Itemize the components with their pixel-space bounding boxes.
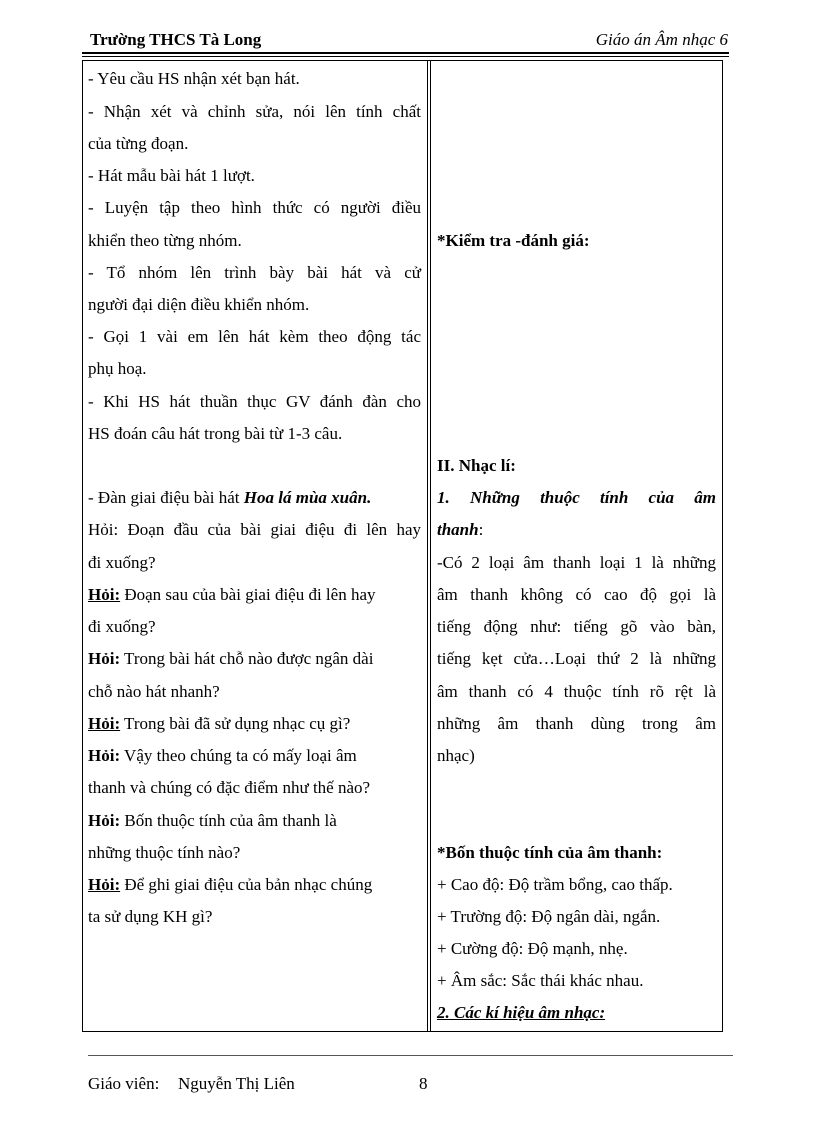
right-line <box>437 519 716 541</box>
right-line: -Có 2 loại âm thanh loại 1 là những <box>437 553 716 572</box>
left-line: - Nhận xét và chỉnh sửa, nói lên tính chất <box>88 102 421 121</box>
subsection-heading: 1. Những thuộc tính của âm <box>437 488 716 507</box>
right-line: nhạc) <box>437 746 475 765</box>
teacher-label: Giáo viên: <box>88 1074 160 1093</box>
left-line: chỗ nào hát nhanh? <box>88 682 220 701</box>
left-line: những thuộc tính nào? <box>88 843 241 862</box>
column-divider <box>430 60 431 1032</box>
right-line: âm thanh không có cao độ gọi là <box>437 585 716 604</box>
school-name: Trường THCS Tà Long <box>90 30 262 49</box>
question-label: Hỏi: <box>88 585 121 604</box>
left-text: Bốn thuộc tính của âm thanh là <box>120 811 337 830</box>
teacher-name: Nguyễn Thị Liên <box>178 1074 295 1093</box>
question-label: Hỏi: <box>88 746 121 765</box>
question-label: Hỏi: <box>88 714 121 733</box>
question-label: Hỏi: <box>88 875 121 894</box>
left-line: - Yêu cầu HS nhận xét bạn hát. <box>88 69 300 88</box>
header-rule-thin <box>82 56 729 57</box>
right-line: tiếng động như: tiếng gõ vào bàn, <box>437 617 716 636</box>
song-title: Hoa lá mùa xuân. <box>243 488 372 507</box>
left-line <box>88 584 421 606</box>
left-line <box>88 745 421 767</box>
left-text: Trong bài hát chỗ nào được ngân dài <box>120 649 374 668</box>
left-line: phụ hoạ. <box>88 359 147 378</box>
right-line: tiếng kẹt cửa…Loại thứ 2 là những <box>437 649 716 668</box>
right-line: âm thanh có 4 thuộc tính rõ rệt là <box>437 682 716 701</box>
property-item: + Trường độ: Độ ngân dài, ngắn. <box>437 907 661 926</box>
left-line: HS đoán câu hát trong bài từ 1-3 câu. <box>88 424 343 443</box>
property-item: + Âm sắc: Sắc thái khác nhau. <box>437 971 644 990</box>
property-item: + Cao độ: Độ trầm bổng, cao thấp. <box>437 875 673 894</box>
left-line: - Gọi 1 vài em lên hát kèm theo động tác <box>88 327 421 346</box>
page-header <box>82 28 728 52</box>
left-line: thanh và chúng có đặc điểm như thế nào? <box>88 778 371 797</box>
left-line <box>88 874 421 896</box>
left-text: - Đàn giai điệu bài hát <box>88 488 244 507</box>
properties-heading: *Bốn thuộc tính của âm thanh: <box>437 843 663 862</box>
left-line: đi xuống? <box>88 553 156 572</box>
left-text: Trong bài đã sử dụng nhạc cụ gì? <box>120 714 351 733</box>
column-divider <box>427 60 428 1032</box>
left-text: Đoạn sau của bài giai điệu đi lên hay <box>120 585 376 604</box>
left-line: Hỏi: Đoạn đầu của bài giai điệu đi lên hay <box>88 520 421 539</box>
page-number: 8 <box>419 1074 428 1093</box>
left-line: - Luyện tập theo hình thức có người điều <box>88 198 421 217</box>
left-line <box>88 487 421 509</box>
left-line: đi xuống? <box>88 617 156 636</box>
left-line: của từng đoạn. <box>88 134 189 153</box>
footer-rule <box>88 1055 733 1056</box>
section-heading: II. Nhạc lí: <box>437 456 516 475</box>
property-item: + Cường độ: Độ mạnh, nhẹ. <box>437 939 628 958</box>
left-line: - Tổ nhóm lên trình bày bài hát và cử <box>88 263 421 282</box>
left-text: Để ghi giai điệu của bản nhạc chúng <box>120 875 373 894</box>
right-text: : <box>478 520 484 539</box>
left-line: - Hát mẫu bài hát 1 lượt. <box>88 166 255 185</box>
subsection-heading: 2. Các kí hiệu âm nhạc: <box>437 1003 606 1022</box>
left-line <box>88 648 421 670</box>
left-line: ta sử dụng KH gì? <box>88 907 213 926</box>
left-line <box>88 713 421 735</box>
left-text: Vậy theo chúng ta có mấy loại âm <box>120 746 357 765</box>
assessment-heading: *Kiểm tra -đánh giá: <box>437 231 590 250</box>
subsection-heading-end: thanh <box>437 520 479 539</box>
document-subject: Giáo án Âm nhạc 6 <box>595 30 728 49</box>
question-label: Hỏi: <box>88 811 121 830</box>
right-line: những âm thanh dùng trong âm <box>437 714 716 733</box>
left-line: người đại diện điều khiển nhóm. <box>88 295 310 314</box>
header-rule-thick <box>82 52 729 54</box>
question-label: Hỏi: <box>88 649 121 668</box>
left-line: - Khi HS hát thuần thục GV đánh đàn cho <box>88 392 421 411</box>
left-line <box>88 810 421 832</box>
left-line: khiển theo từng nhóm. <box>88 231 242 250</box>
